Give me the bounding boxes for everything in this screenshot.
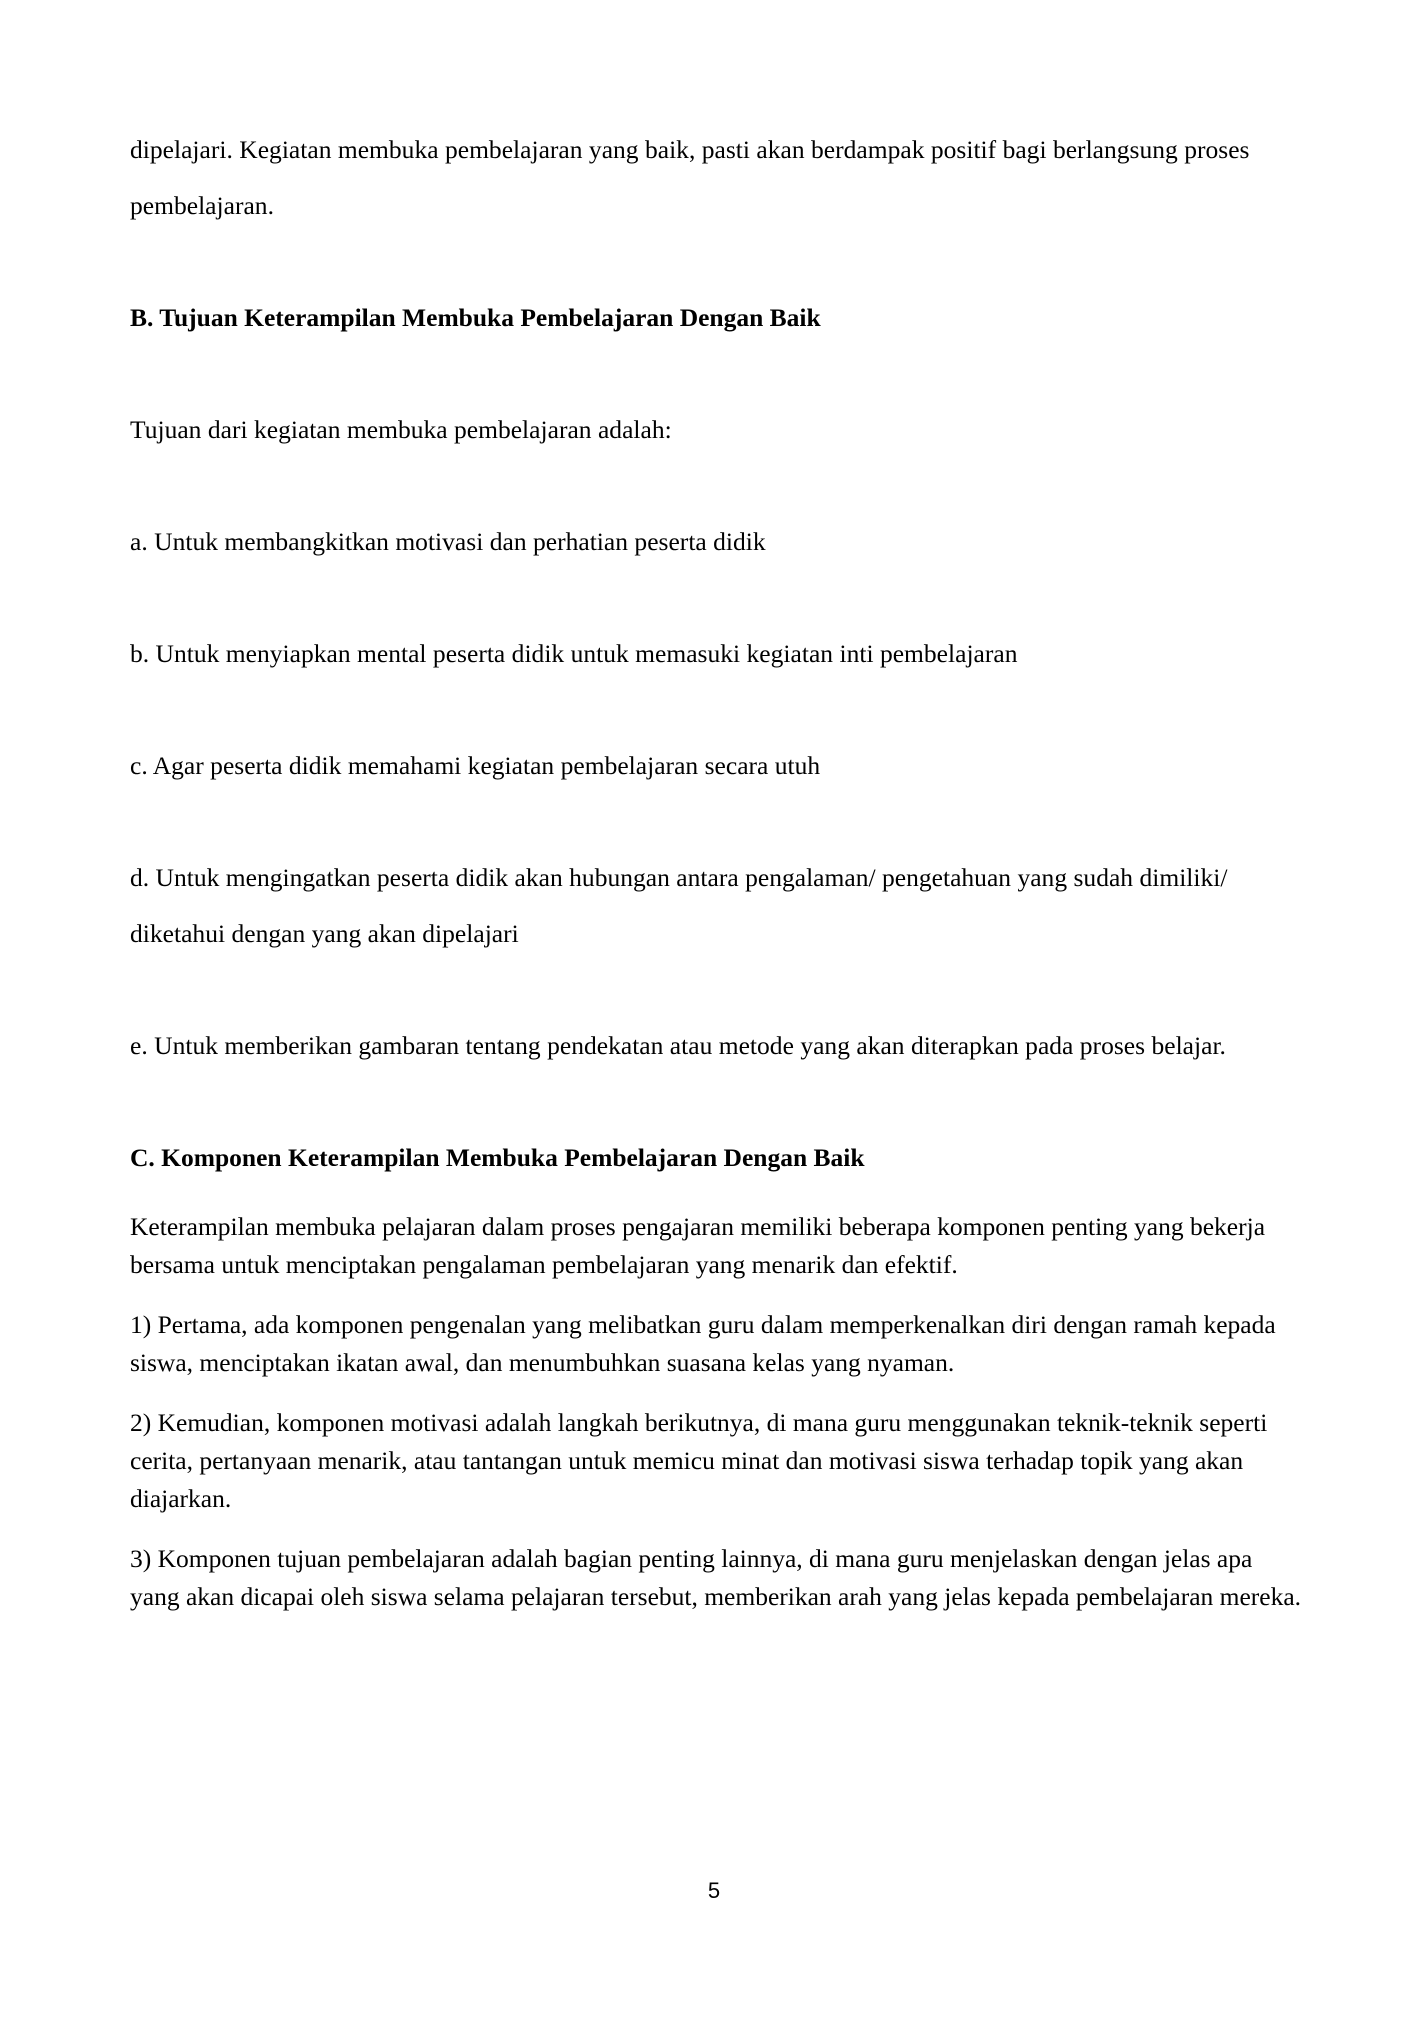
section-c-intro-paragraph: Keterampilan membuka pelajaran dalam proses pengajaran memiliki beberapa komponen penting yang bekerja bersama untuk menciptakan pengalaman pembelajaran yang menarik dan efektif. [130, 1212, 1266, 1279]
component-paragraph: 3) Komponen tujuan pembelajaran adalah bagian penting lainnya, di mana guru menjelaskan dengan jelas apa yang akan dicapai oleh siswa selama pelajaran tersebut, memberikan arah yang jelas kepada pembelajaran mereka. [130, 1544, 1302, 1611]
paragraph-spacer [130, 1382, 1302, 1404]
paragraph-spacer [130, 1284, 1302, 1306]
section-b-heading: B. Tujuan Keterampilan Membuka Pembelajaran Dengan Baik [130, 303, 821, 332]
component-paragraph: 1) Pertama, ada komponen pengenalan yang melibatkan guru dalam memperkenalkan diri dengan ramah kepada siswa, menciptakan ikatan awal, dan menumbuhkan suasana kelas yang nyaman. [130, 1310, 1276, 1377]
paragraph-spacer [130, 346, 1302, 402]
paragraph-spacer [130, 962, 1302, 1018]
paragraph-spacer [130, 570, 1302, 626]
list-item: b. Untuk menyiapkan mental peserta didik untuk memasuki kegiatan inti pembelajaran [130, 639, 1018, 668]
component-paragraph: 2) Kemudian, komponen motivasi adalah langkah berikutnya, di mana guru menggunakan teknik-teknik seperti cerita, pertanyaan menarik, atau tantangan untuk memicu minat dan motivasi siswa terhadap topik yang akan diajarkan. [130, 1408, 1268, 1513]
section-c-heading: C. Komponen Keterampilan Membuka Pembelajaran Dengan Baik [130, 1143, 865, 1172]
section-b-lead-in: Tujuan dari kegiatan membuka pembelajaran adalah: [130, 415, 672, 444]
list-item: d. Untuk mengingatkan peserta didik akan hubungan antara pengalaman/ pengetahuan yang sudah dimiliki/ diketahui dengan yang akan dipelajari [130, 863, 1228, 948]
paragraph-spacer [130, 1518, 1302, 1540]
paragraph-spacer [130, 234, 1302, 290]
paragraph-spacer [130, 682, 1302, 738]
list-item: e. Untuk memberikan gambaran tentang pendekatan atau metode yang akan diterapkan pada proses belajar. [130, 1031, 1226, 1060]
intro-paragraph: dipelajari. Kegiatan membuka pembelajaran yang baik, pasti akan berdampak positif bagi berlangsung proses pembelajaran. [130, 135, 1250, 220]
list-item: c. Agar peserta didik memahami kegiatan pembelajaran secara utuh [130, 751, 821, 780]
paragraph-spacer [130, 1074, 1302, 1130]
page-number: 5 [707, 1878, 721, 1903]
paragraph-spacer [130, 458, 1302, 514]
page-content [130, 122, 1302, 1616]
paragraph-spacer [130, 794, 1302, 850]
paragraph-spacer [130, 1186, 1302, 1208]
list-item: a. Untuk membangkitkan motivasi dan perhatian peserta didik [130, 527, 766, 556]
